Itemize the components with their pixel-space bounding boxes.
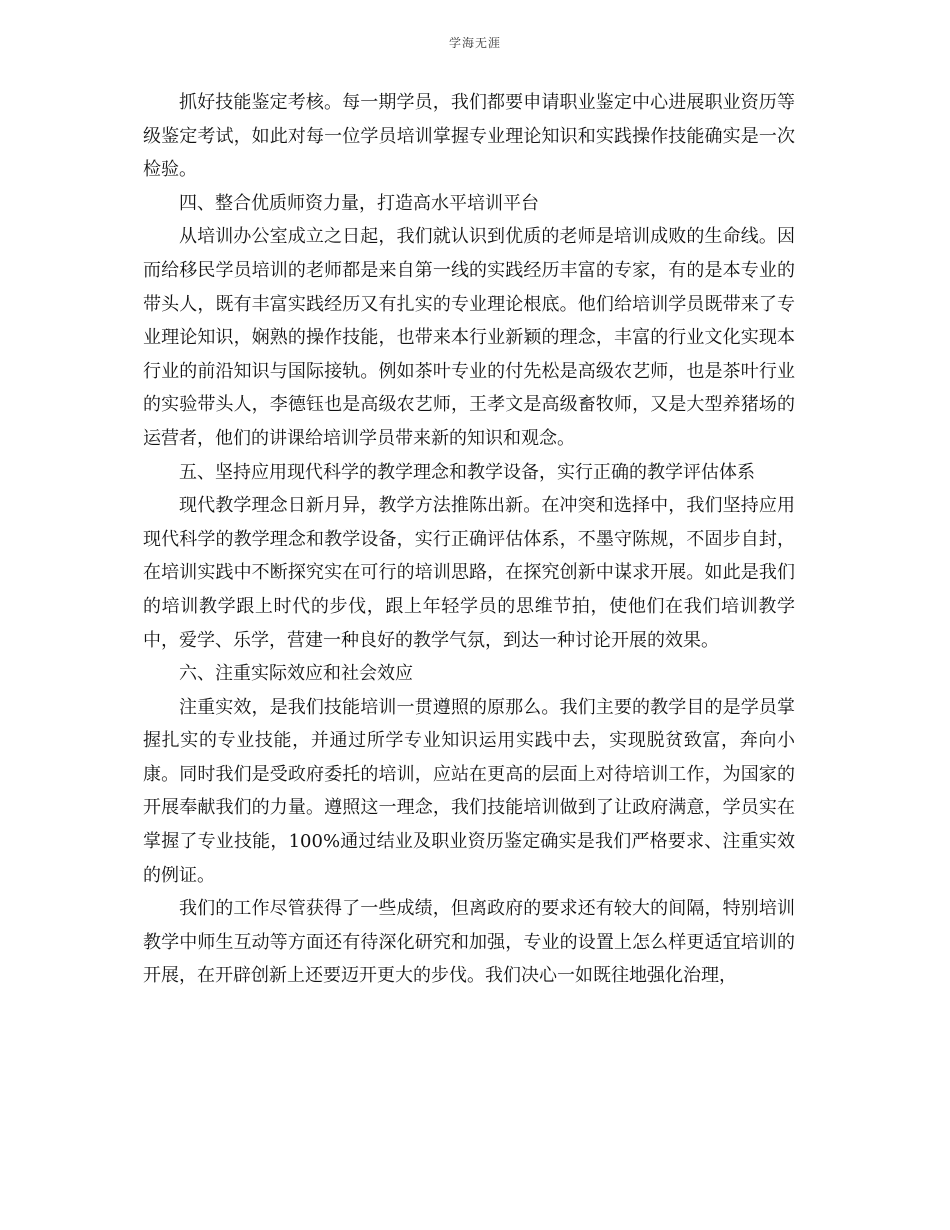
document-body	[143, 86, 795, 993]
paragraph-teaching-concepts: 现代教学理念日新月异，教学方法推陈出新。在冲突和选择中，我们坚持应用现代科学的教学理念和教学设备，实行正确评估体系，不墨守陈规，不固步自封，在培训实践中不断探究实在可行的培训思路，在探究创新中谋求开展。如此是我们的培训教学跟上时代的步伐，跟上年轻学员的思维节拍，使他们在我们培训教学中，爱学、乐学，营建一种良好的教学气氛，到达一种讨论开展的效果。	[143, 495, 795, 651]
section-heading-teachers: 四、整合优质师资力量，打造高水平培训平台	[179, 192, 539, 214]
page-header: 学海无涯	[448, 36, 501, 50]
section-heading-practical-effects: 六、注重实际效应和社会效应	[179, 663, 413, 685]
paragraph-practical-effects: 注重实效，是我们技能培训一贯遵照的原那么。我们主要的教学目的是学员掌握扎实的专业技能，并通过所学专业知识运用实践中去，实现脱贫致富，奔向小康。同时我们是受政府委托的培训，应站在更高的层面上对待培训工作，为国家的开展奉献我们的力量。遵照这一理念，我们技能培训做到了让政府满意，学员实在掌握了专业技能，100%通过结业及职业资历鉴定确实是我们严格要求、注重实效的例证。	[143, 696, 795, 886]
section-heading-teaching-concepts: 五、坚持应用现代科学的教学理念和教学设备，实行正确的教学评估体系	[179, 461, 755, 483]
paragraph-teachers: 从培训办公室成立之日起，我们就认识到优质的老师是培训成败的生命线。因而给移民学员培训的老师都是来自第一线的实践经历丰富的专家，有的是本专业的带头人，既有丰富实践经历又有扎实的专业理论根底。他们给培训学员既带来了专业理论知识，娴熟的操作技能，也带来本行业新颖的理念，丰富的行业文化实现本行业的前沿知识与国际接轨。例如茶叶专业的付先松是高级农艺师，也是茶叶行业的实验带头人，李德钰也是高级农艺师，王孝文是高级畜牧师，又是大型养猪场的运营者，他们的讲课给培训学员带来新的知识和观念。	[143, 226, 795, 449]
paragraph-conclusion: 我们的工作尽管获得了一些成绩，但离政府的要求还有较大的间隔，特别培训教学中师生互动等方面还有待深化研究和加强，专业的设置上怎么样更适宜培训的开展，在开辟创新上还要迈开更大的步伐。我们决心一如既往地强化治理，	[143, 898, 795, 987]
paragraph-skill-appraisal: 抓好技能鉴定考核。每一期学员，我们都要申请职业鉴定中心进展职业资历等级鉴定考试，如此对每一位学员培训掌握专业理论知识和实践操作技能确实是一次检验。	[143, 92, 795, 181]
